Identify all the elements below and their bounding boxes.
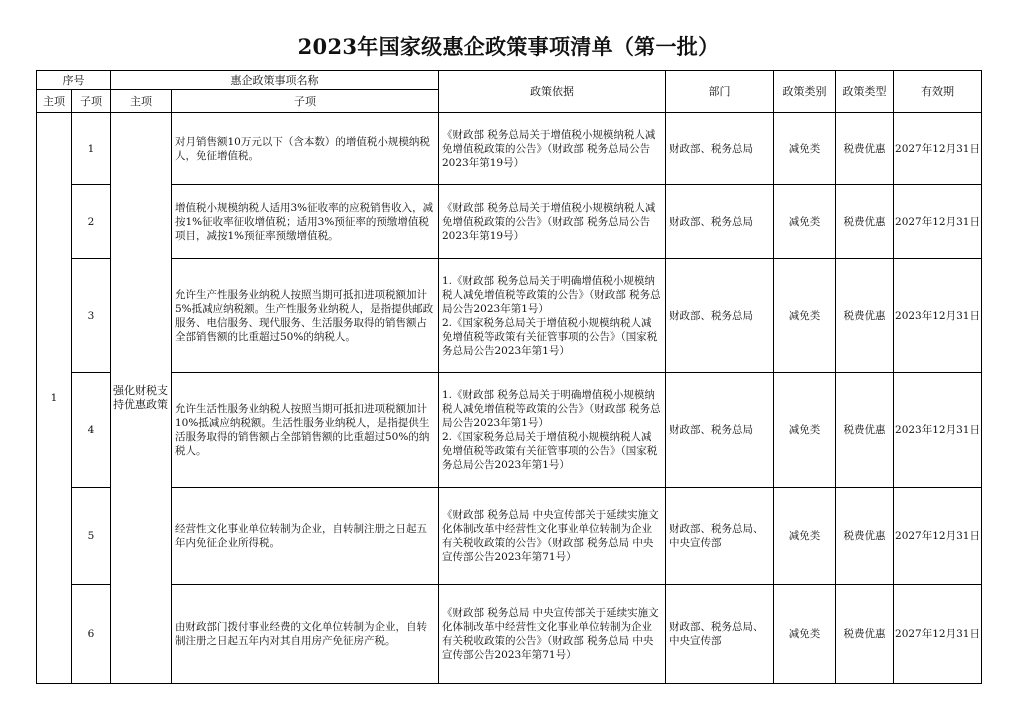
sub-item-description: 增值税小规模纳税人适用3%征收率的应税销售收入，减按1%征收率征收增值税；适用3%预征率的预缴增值税项目，减按1%预征率预缴增值税。 — [172, 185, 439, 259]
department: 财政部、税务总局 — [666, 259, 774, 373]
department: 财政部、税务总局 — [666, 373, 774, 488]
header-seq-sub: 子项 — [72, 90, 111, 113]
sub-item-number: 1 — [72, 113, 111, 185]
policy-basis — [439, 488, 666, 585]
validity-date: 2027年12月31日 — [894, 185, 982, 259]
main-item-number: 1 — [37, 113, 72, 684]
validity-date: 2027年12月31日 — [894, 488, 982, 585]
policy-basis — [439, 185, 666, 259]
page-title: 2023年国家级惠企政策事项清单（第一批） — [297, 34, 720, 59]
sub-item-description: 由财政部门拨付事业经费的文化单位转制为企业，自转制注册之日起五年内对其自用房产免征房产税。 — [172, 585, 439, 684]
main-item-name: 强化财税支持优惠政策 — [111, 113, 172, 684]
sub-item-description: 允许生活性服务业纳税人按照当期可抵扣进项税额加计10%抵减应纳税额。生活性服务业纳税人，是指提供生活服务取得的销售额占全部销售额的比重超过50%的纳税人。 — [172, 373, 439, 488]
policy-basis-line: 1.《财政部 税务总局关于明确增值税小规模纳税人减免增值税等政策的公告》（财政部 税务总局公告2023年第1号） — [442, 274, 661, 315]
policy-basis-line: 1.《财政部 税务总局关于明确增值税小规模纳税人减免增值税等政策的公告》（财政部 税务总局公告2023年第1号） — [442, 389, 661, 429]
header-policy-type: 政策类型 — [836, 71, 894, 113]
policy-basis — [439, 585, 666, 684]
policy-basis-line: 《财政部 税务总局 中央宣传部关于延续实施文化体制改革中经营性文化事业单位转制为企业有关税收政策的公告》（财政部 税务总局 中央宣传部公告2023年第71号） — [442, 509, 659, 563]
validity-date: 2023年12月31日 — [894, 259, 982, 373]
header-validity: 有效期 — [894, 71, 982, 113]
policy-basis-line: 《财政部 税务总局关于增值税小规模纳税人减免增值税政策的公告》（财政部 税务总局公告2023年第19号） — [442, 128, 656, 169]
department: 财政部、税务总局、中央宣传部 — [666, 488, 774, 585]
header-department: 部门 — [666, 71, 774, 113]
policy-basis — [439, 113, 666, 185]
policy-basis — [439, 259, 666, 373]
sub-item-description: 允许生产性服务业纳税人按照当期可抵扣进项税额加计5%抵减应纳税额。生产性服务业纳税人，是指提供邮政服务、电信服务、现代服务、生活服务取得的销售额占全部销售额的比重超过50%的纳税人。 — [172, 259, 439, 373]
policy-category: 减免类 — [774, 259, 836, 373]
header-policy-name: 惠企政策事项名称 — [111, 71, 439, 90]
policy-basis-line: 《财政部 税务总局关于增值税小规模纳税人减免增值税政策的公告》（财政部 税务总局公告2023年第19号） — [442, 201, 656, 242]
department: 财政部、税务总局、中央宣传部 — [666, 585, 774, 684]
policy-type: 税费优惠 — [836, 185, 894, 259]
department: 财政部、税务总局 — [666, 185, 774, 259]
policy-basis — [439, 373, 666, 488]
header-policy-basis: 政策依据 — [439, 71, 666, 113]
sub-item-description: 对月销售额10万元以下（含本数）的增值税小规模纳税人，免征增值税。 — [172, 113, 439, 185]
policy-basis-line: 2.《国家税务总局关于增值税小规模纳税人减免增值税等政策有关征管事项的公告》（国家税务总局公告2023年第1号） — [442, 316, 658, 357]
policy-type: 税费优惠 — [836, 488, 894, 585]
policy-category: 减免类 — [774, 185, 836, 259]
sub-item-description: 经营性文化事业单位转制为企业，自转制注册之日起五年内免征企业所得税。 — [172, 488, 439, 585]
policy-type: 税费优惠 — [836, 373, 894, 488]
policy-type: 税费优惠 — [836, 259, 894, 373]
validity-date: 2023年12月31日 — [894, 373, 982, 488]
sub-item-number: 3 — [72, 259, 111, 373]
sub-item-number: 6 — [72, 585, 111, 684]
validity-date: 2027年12月31日 — [894, 585, 982, 684]
policy-category: 减免类 — [774, 373, 836, 488]
header-seq: 序号 — [37, 71, 111, 90]
policy-basis-line: 《财政部 税务总局 中央宣传部关于延续实施文化体制改革中经营性文化事业单位转制为企业有关税收政策的公告》（财政部 税务总局 中央宣传部公告2023年第71号） — [442, 607, 659, 661]
policy-type: 税费优惠 — [836, 113, 894, 185]
header-seq-main: 主项 — [37, 90, 72, 113]
policy-category: 减免类 — [774, 585, 836, 684]
policy-category: 减免类 — [774, 113, 836, 185]
policy-basis-line: 2.《国家税务总局关于增值税小规模纳税人减免增值税等政策有关征管事项的公告》（国家税务总局公告2023年第1号） — [442, 431, 658, 471]
sub-item-number: 5 — [72, 488, 111, 585]
department: 财政部、税务总局 — [666, 113, 774, 185]
header-name-sub: 子项 — [172, 90, 439, 113]
policy-table — [36, 70, 982, 684]
sub-item-number: 2 — [72, 185, 111, 259]
header-policy-category: 政策类别 — [774, 71, 836, 113]
policy-category: 减免类 — [774, 488, 836, 585]
header-name-main: 主项 — [111, 90, 172, 113]
policy-type: 税费优惠 — [836, 585, 894, 684]
sub-item-number: 4 — [72, 373, 111, 488]
validity-date: 2027年12月31日 — [894, 113, 982, 185]
